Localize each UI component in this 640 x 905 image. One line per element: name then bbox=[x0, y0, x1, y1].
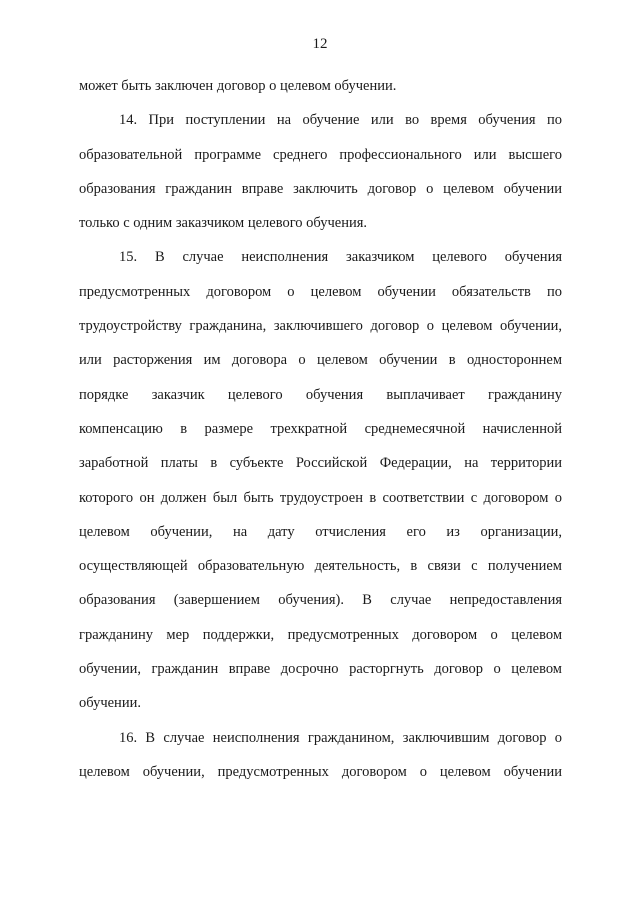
text-line: целевом обучении, на дату отчисления его из организации, bbox=[79, 523, 562, 540]
text-line: 14. При поступлении на обучение или во время обучения по bbox=[119, 112, 562, 129]
text-line: обучении, гражданин вправе досрочно расторгнуть договор о целевом bbox=[79, 661, 562, 678]
text-line: 16. В случае неисполнения гражданином, заключившим договор о bbox=[119, 729, 562, 746]
text-line: образования гражданин вправе заключить договор о целевом обучении bbox=[79, 180, 562, 197]
text-line: трудоустройству гражданина, заключившего договор о целевом обучении, bbox=[79, 318, 562, 335]
text-line: образовательной программе среднего профессионального или высшего bbox=[79, 146, 562, 163]
text-line: порядке заказчик целевого обучения выплачивает гражданину bbox=[79, 386, 562, 403]
document-body bbox=[79, 73, 562, 793]
text-line: 15. В случае неисполнения заказчиком целевого обучения bbox=[119, 249, 562, 266]
text-line: может быть заключен договор о целевом обучении. bbox=[79, 78, 397, 94]
text-line: образования (завершением обучения). В случае непредоставления bbox=[79, 592, 562, 609]
text-line: компенсацию в размере трехкратной среднемесячной начисленной bbox=[79, 420, 562, 437]
text-line: только с одним заказчиком целевого обучения. bbox=[79, 215, 368, 232]
text-line: или расторжения им договора о целевом обучении в одностороннем bbox=[79, 352, 562, 369]
text-line: которого он должен был быть трудоустроен в соответствии с договором о bbox=[79, 489, 562, 506]
text-line: целевом обучении, предусмотренных договором о целевом обучении bbox=[79, 763, 562, 780]
text-line: гражданину мер поддержки, предусмотренных договором о целевом bbox=[79, 626, 562, 643]
page-number: 12 bbox=[312, 36, 328, 52]
text-line: осуществляющей образовательную деятельность, в связи с получением bbox=[79, 558, 562, 575]
text-line: заработной платы в субъекте Российской Федерации, на территории bbox=[79, 455, 562, 472]
text-line: предусмотренных договором о целевом обучении обязательств по bbox=[79, 283, 562, 300]
text-line: обучении. bbox=[79, 695, 141, 712]
